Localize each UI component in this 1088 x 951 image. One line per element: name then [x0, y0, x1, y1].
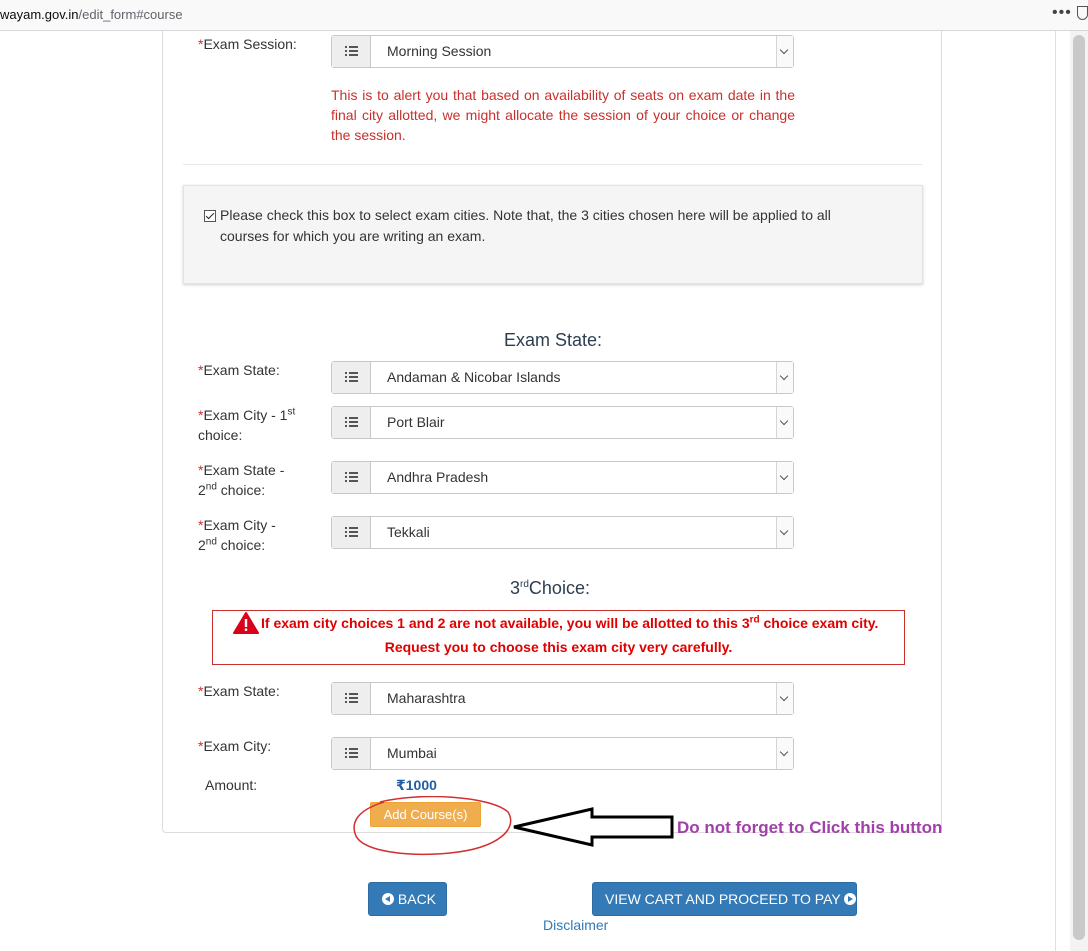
- exam-city-1-label: *Exam City - 1st choice:: [198, 406, 296, 443]
- exam-state-2-select[interactable]: [331, 461, 794, 494]
- list-icon: [332, 407, 371, 438]
- view-cart-button[interactable]: VIEW CART AND PROCEED TO PAY: [592, 882, 857, 916]
- exam-city-2-value: Tekkali: [387, 524, 430, 540]
- warning-line-1: If exam city choices 1 and 2 are not available, you will be allotted to this 3rd choice exam city.: [261, 614, 879, 631]
- chevron-down-icon: [776, 517, 793, 548]
- annotation-arrow-icon: [512, 806, 676, 848]
- exam-state-3-value: Maharashtra: [387, 690, 466, 706]
- exam-city-2-label: *Exam City - 2nd choice:: [198, 517, 276, 553]
- annotation-note: Do not forget to Click this button: [677, 818, 943, 837]
- divider: [183, 164, 922, 165]
- more-actions-icon[interactable]: •••: [1052, 4, 1072, 21]
- scrollbar-thumb[interactable]: [1073, 35, 1085, 940]
- third-choice-warning: [212, 610, 905, 665]
- exam-session-select[interactable]: [331, 35, 794, 68]
- arrow-circle-left-icon: [382, 893, 394, 905]
- list-icon: [332, 738, 371, 769]
- exam-state-2-label: *Exam State - 2nd choice:: [198, 462, 285, 498]
- address-bar[interactable]: [0, 7, 183, 22]
- page-edge: [1055, 31, 1056, 951]
- exam-state-3-select[interactable]: [331, 682, 794, 715]
- cities-checkbox[interactable]: [204, 210, 216, 222]
- exam-state-label: *Exam State:: [198, 362, 280, 378]
- disclaimer-link[interactable]: Disclaimer: [543, 917, 609, 933]
- back-button[interactable]: BACK: [368, 882, 447, 916]
- list-icon: [332, 36, 371, 67]
- amount-value: ₹1000: [396, 777, 437, 793]
- exam-state-select[interactable]: [331, 361, 794, 394]
- third-choice-heading: 3rdChoice:: [510, 578, 590, 598]
- exam-city-3-select[interactable]: [331, 737, 794, 770]
- chevron-down-icon: [776, 407, 793, 438]
- annotation-circle: [350, 796, 514, 856]
- exam-city-2-select[interactable]: [331, 516, 794, 549]
- chevron-down-icon: [776, 362, 793, 393]
- list-icon: [332, 462, 371, 493]
- exam-state-value: Andaman & Nicobar Islands: [387, 369, 561, 385]
- list-icon: [332, 683, 371, 714]
- exam-session-value: Morning Session: [387, 43, 492, 59]
- add-course-button[interactable]: Add Course(s): [370, 802, 481, 827]
- url-path: /edit_form#course: [78, 7, 183, 22]
- chevron-down-icon: [776, 462, 793, 493]
- url-host: wayam.gov.in: [0, 7, 79, 22]
- exam-state-heading: Exam State:: [504, 330, 603, 350]
- cities-checkbox-label: Please check this box to select exam cities. Note that, the 3 cities chosen here will be applied to all courses for which you are writing an exam.: [220, 207, 831, 244]
- exam-session-label: *Exam Session:: [198, 36, 297, 52]
- exam-state-3-label: *Exam State:: [198, 683, 280, 699]
- chevron-down-icon: [776, 683, 793, 714]
- browser-toolbar: [0, 0, 1088, 31]
- exam-city-3-value: Mumbai: [387, 745, 437, 761]
- shield-icon[interactable]: [1077, 6, 1088, 20]
- exam-city-3-label: *Exam City:: [198, 738, 272, 754]
- chevron-down-icon: [776, 36, 793, 67]
- chevron-down-icon: [776, 738, 793, 769]
- session-alert-text: This is to alert you that based on availability of seats on exam date in the final city allotted, we might allocate the session of your choice or change the session.: [331, 87, 795, 143]
- cities-checkbox-panel: [183, 185, 923, 284]
- amount-label: Amount:: [205, 777, 258, 793]
- arrow-circle-right-icon: [844, 893, 856, 905]
- list-icon: [332, 517, 371, 548]
- exam-city-1-select[interactable]: [331, 406, 794, 439]
- list-icon: [332, 362, 371, 393]
- warning-icon: [233, 611, 259, 635]
- warning-line-2: Request you to choose this exam city very carefully.: [384, 639, 733, 655]
- exam-city-1-value: Port Blair: [387, 414, 445, 430]
- exam-state-2-value: Andhra Pradesh: [387, 469, 489, 485]
